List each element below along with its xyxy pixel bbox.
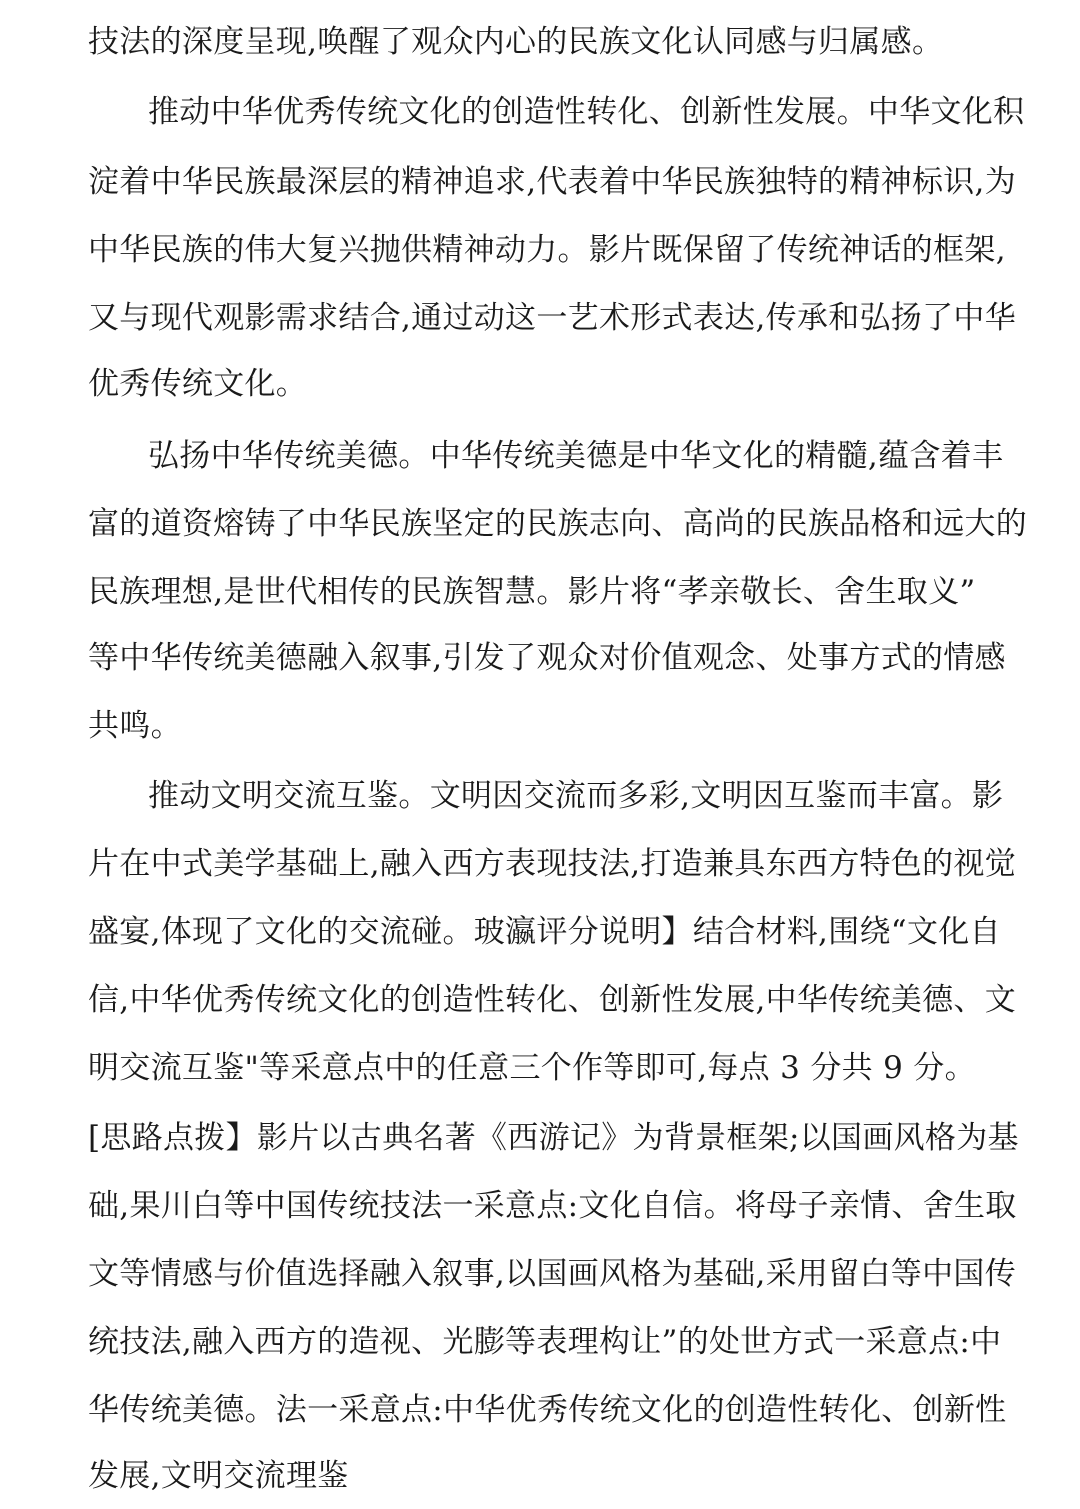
- text-line: 共鸣。: [88, 708, 182, 744]
- text-line: 信,中华优秀传统文化的创造性转化、创新性发展,中华传统美德、文: [88, 982, 1017, 1018]
- text-line: 中华民族的伟大复兴抛供精神动力。影片既保留了传统神话的框架,: [88, 232, 1006, 268]
- text-line: [思路点拨】影片以古典名著《西游记》为背景框架;以国画风格为基: [88, 1120, 1019, 1156]
- text-line: 片在中式美学基础上,融入西方表现技法,打造兼具东西方特色的视觉: [88, 846, 1017, 882]
- text-line: 淀着中华民族最深层的精神追求,代表着中华民族独特的精神标识,为: [88, 164, 1017, 200]
- text-line: 发展,文明交流理鉴: [88, 1458, 349, 1494]
- text-line: 统技法,融入西方的造视、光膨等表理构让”的处世方式一采意点:中: [88, 1324, 1002, 1360]
- text-line: 等中华传统美德融入叙事,引发了观众对价值观念、处事方式的情感: [88, 640, 1006, 676]
- text-line: 技法的深度呈现,唤醒了观众内心的民族文化认同感与归属感。: [88, 24, 944, 60]
- text-line: 华传统美德。法一采意点:中华优秀传统文化的创造性转化、创新性: [88, 1392, 1007, 1428]
- paragraph-start-line: 弘扬中华传统美德。中华传统美德是中华文化的精髓,蕴含着丰: [148, 438, 1004, 474]
- paragraph-start-line: 推动文明交流互鉴。文明因交流而多彩,文明因互鉴而丰富。影: [148, 778, 1004, 814]
- text-line: 明交流互鉴"等采意点中的任意三个作等即可,每点 3 分共 9 分。: [88, 1050, 976, 1086]
- text-line: 盛宴,体现了文化的交流碰。玻瀛评分说明】结合材料,围绕“文化自: [88, 914, 1001, 950]
- text-line: 文等情感与价值选择融入叙事,以国画风格为基础,采用留白等中国传: [88, 1256, 1017, 1292]
- text-line: 富的道资熔铸了中华民族坚定的民族志向、高尚的民族品格和远大的: [88, 506, 1027, 542]
- paragraph-start-line: 推动中华优秀传统文化的创造性转化、创新性发展。中华文化积: [148, 94, 1025, 130]
- text-line: 民族理想,是世代相传的民族智慧。影片将“孝亲敬长、舍生取义”: [88, 574, 976, 610]
- text-line: 础,果川白等中国传统技法一采意点:文化自信。将母子亲情、舍生取: [88, 1188, 1017, 1224]
- text-line: 又与现代观影需求结合,通过动这一艺术形式表达,传承和弘扬了中华: [88, 300, 1017, 336]
- text-line: 优秀传统文化。: [88, 366, 308, 402]
